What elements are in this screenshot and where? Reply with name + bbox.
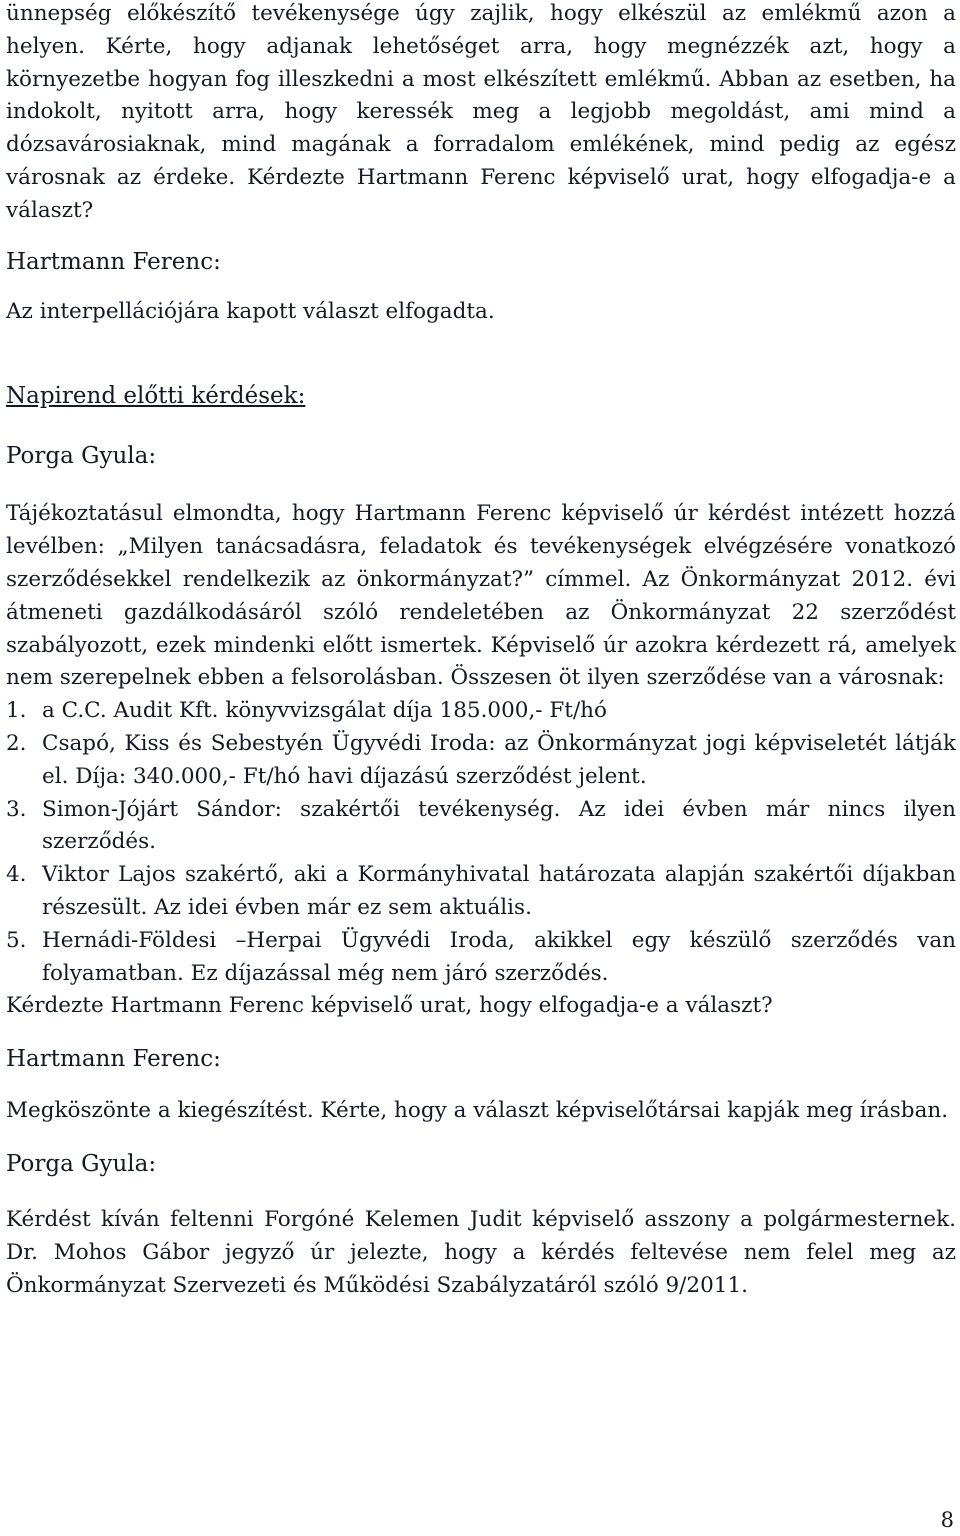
paragraph: Tájékoztatásul elmondta, hogy Hartmann Ferenc képviselő úr kérdést intézett hozzá levélben: „Milyen tanácsadásra, feladatok és tevékenységek elvégzésére vonatkozó szerződésekkel rendelkezik az önkormányzat?” címmel. Az Önkormányzat 2012. évi átmeneti gazdálkodásáról szóló rendeletében az Önkormányzat 22 szerződést szabályozott, ezek mindenki előtt ismertek. Képviselő úr azokra kérdezett rá, amelyek nem szerepelnek ebben a felsorolásban. Összesen öt ilyen szerződése van a városnak: xyxy=(6,501,956,691)
list-item: 3. Simon-Jójárt Sándor: szakértői tevékenység. Az idei évben már nincs ilyen szerződés. xyxy=(6,796,956,855)
list-item: 5. Hernádi-Földesi –Herpai Ügyvédi Iroda, akikkel egy készülő szerződés van folyamatban. Ez díjazással még nem járó szerződés. xyxy=(6,927,956,986)
speaker-name: Hartmann Ferenc: xyxy=(6,248,221,275)
speaker-name: Hartmann Ferenc: xyxy=(6,1046,221,1073)
paragraph: Kérdezte Hartmann Ferenc képviselő urat, hogy elfogadja-e a választ? xyxy=(6,993,773,1019)
speaker-name: Porga Gyula: xyxy=(6,443,157,470)
paragraph: Megköszönte a kiegészítést. Kérte, hogy a választ képviselőtársai kapják meg írásban. xyxy=(6,1098,949,1124)
document-page xyxy=(6,0,956,1302)
paragraph: Az interpellációjára kapott választ elfogadta. xyxy=(6,298,495,324)
speaker-name: Porga Gyula: xyxy=(6,1150,157,1177)
section-heading: Napirend előtti kérdések: xyxy=(6,383,306,410)
contract-list xyxy=(6,695,956,990)
page-number: 8 xyxy=(940,1508,954,1532)
list-item: 1. a C.C. Audit Kft. könyvvizsgálat díja 185.000,- Ft/hó xyxy=(6,698,607,724)
list-item: 4. Viktor Lajos szakértő, aki a Kormányhivatal határozata alapján szakértői díjakban részesült. Az idei évben már ez sem aktuális. xyxy=(6,862,956,920)
paragraph-continuation: ünnepség előkészítő tevékenysége úgy zajlik, hogy elkészül az emlékmű azon a helyen. Kérte, hogy adjanak lehetőséget arra, hogy megnézzék azt, hogy a környezetbe hogyan fog illeszkedni a most elkészített emlékmű. Abban az esetben, ha indokolt, nyitott arra, hogy keressék meg a legjobb megoldást, ami mind a dózsavárosiaknak, mind magának a forradalom emlékének, mind pedig az egész városnak az érdeke. Kérdezte Hartmann Ferenc képviselő urat, hogy elfogadja-e a választ? xyxy=(6,1,956,223)
list-item: 2. Csapó, Kiss és Sebestyén Ügyvédi Iroda: az Önkormányzat jogi képviseletét látják el. Díja: 340.000,- Ft/hó havi díjazású szerződést jelent. xyxy=(6,730,956,789)
paragraph: Kérdést kíván feltenni Forgóné Kelemen Judit képviselő asszony a polgármesternek. Dr. Mohos Gábor jegyző úr jelezte, hogy a kérdés feltevése nem felel meg az Önkormányzat Szervezeti és Működési Szabályzatáról szóló 9/2011. xyxy=(6,1206,956,1298)
